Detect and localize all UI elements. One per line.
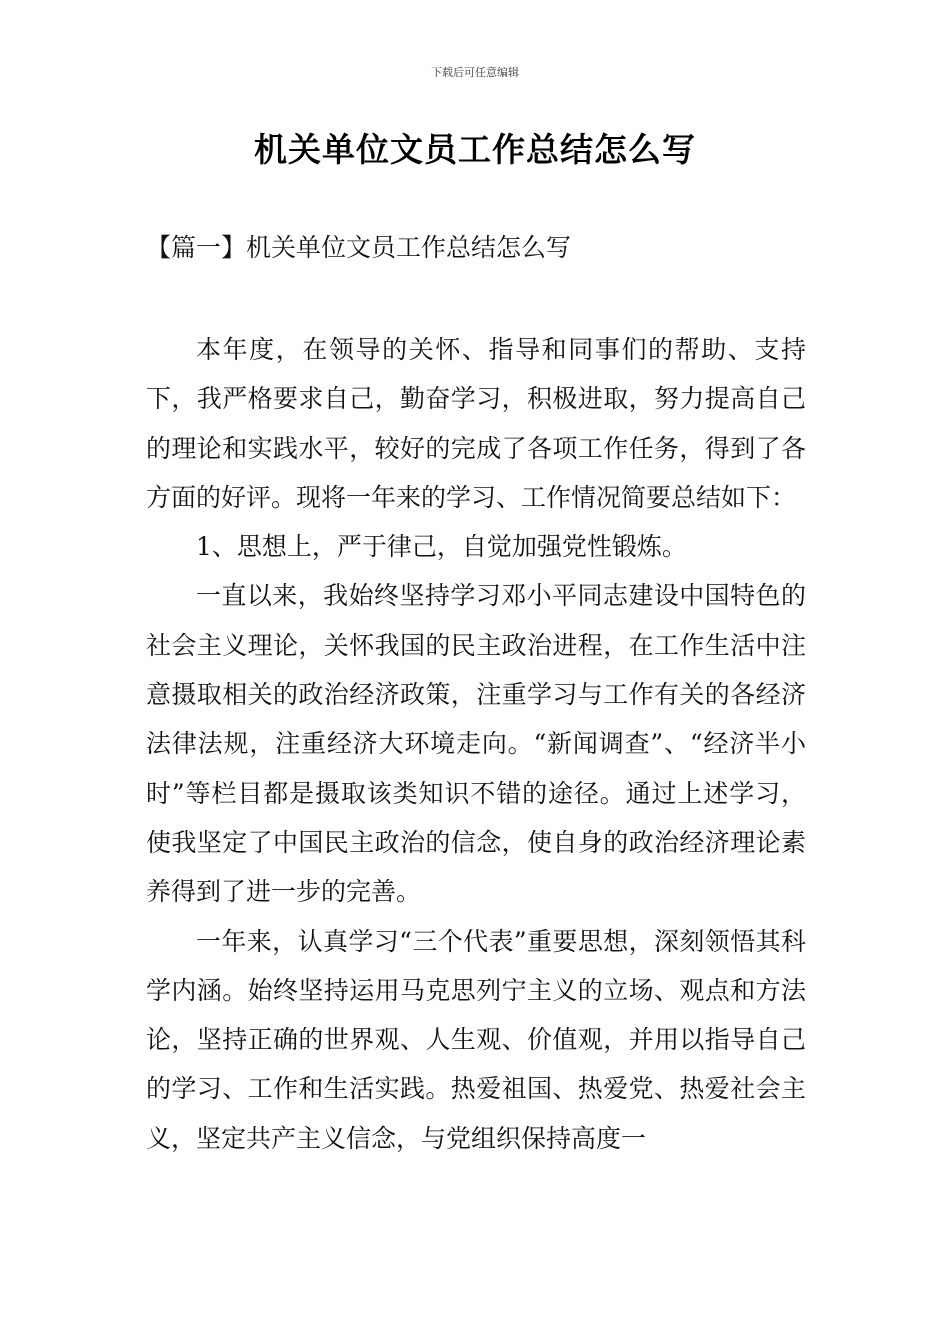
paragraph-three-represents: 一年来，认真学习“三个代表”重要思想，深刻领悟其科学内涵。始终坚持运用马克思列宁主义的立场、观点和方法论，坚持正确的世界观、人生观、价值观，并用以指导自己的学习、工作和生活实践。热爱祖国、热爱党、热爱社会主义，坚定共产主义信念，与党组织保持高度一 bbox=[146, 926, 806, 1153]
document-title: 机关单位文员工作总结怎么写 bbox=[254, 130, 696, 169]
paragraph-theory-study: 一直以来，我始终坚持学习邓小平同志建设中国特色的社会主义理论，关怀我国的民主政治进程，在工作生活中注意摄取相关的政治经济政策，注重学习与工作有关的各经济法律法规，注重经济大环境走向。“新闻调查”、“经济半小时”等栏目都是摄取该类知识不错的途径。通过上述学习，使我坚定了中国民主政治的信念，使自身的政治经济理论素养得到了进一步的完善。 bbox=[146, 581, 806, 907]
section-heading: 【篇一】机关单位文员工作总结怎么写 bbox=[146, 233, 572, 262]
paragraph-point-1: 1、思想上，严于律己，自觉加强党性锻炼。 bbox=[196, 532, 687, 562]
header-note: 下载后可任意编辑 bbox=[431, 66, 519, 79]
document-body bbox=[146, 325, 806, 1163]
paragraph-intro: 本年度，在领导的关怀、指导和同事们的帮助、支持下，我严格要求自己，勤奋学习，积极进取，努力提高自己的理论和实践水平，较好的完成了各项工作任务，得到了各方面的好评。现将一年来的学习、工作情况简要总结如下： bbox=[146, 335, 806, 512]
